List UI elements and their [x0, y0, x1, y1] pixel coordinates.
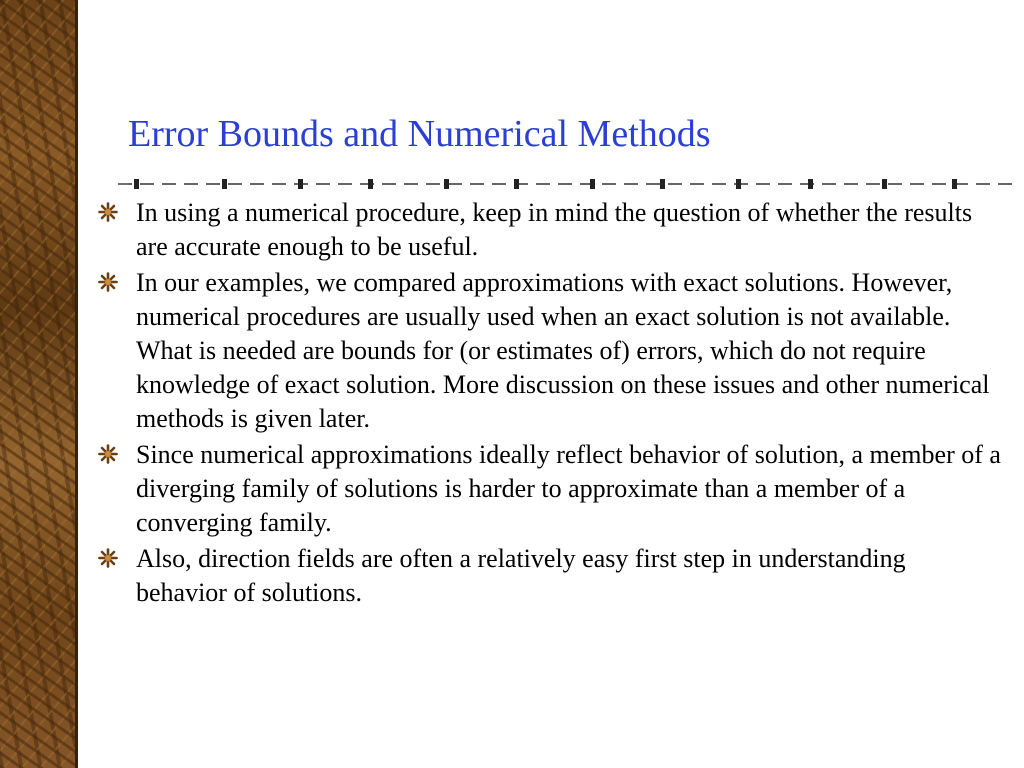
bullet-text: Since numerical approximations ideally reflect behavior of solution, a member of a diverging family of solutions is harder to approximate than a member of a converging family.	[136, 440, 1001, 537]
slide-title: Error Bounds and Numerical Methods	[128, 113, 711, 155]
star-burst-icon	[98, 202, 118, 222]
bullet-item	[96, 438, 1001, 540]
star-burst-icon	[98, 444, 118, 464]
bullet-text: In using a numerical procedure, keep in mind the question of whether the results are accurate enough to be useful.	[136, 198, 973, 261]
star-burst-icon	[98, 548, 118, 568]
bullet-list	[96, 196, 1001, 612]
bullet-text: Also, direction fields are often a relatively easy first step in understanding behavior of solutions.	[136, 544, 906, 607]
bullet-item	[96, 266, 1001, 436]
bullet-item	[96, 542, 1001, 610]
bullet-text: In our examples, we compared approximations with exact solutions. However, numerical procedures are usually used when an exact solution is not available. What is needed are bounds for (or estimates of) errors, which do not require knowledge of exact solution. More discussion on these issues and other numerical methods is given later.	[136, 268, 990, 433]
star-burst-icon	[98, 272, 118, 292]
dashed-divider	[118, 178, 1018, 190]
wood-texture-sidebar	[0, 0, 78, 768]
bullet-item	[96, 196, 1001, 264]
